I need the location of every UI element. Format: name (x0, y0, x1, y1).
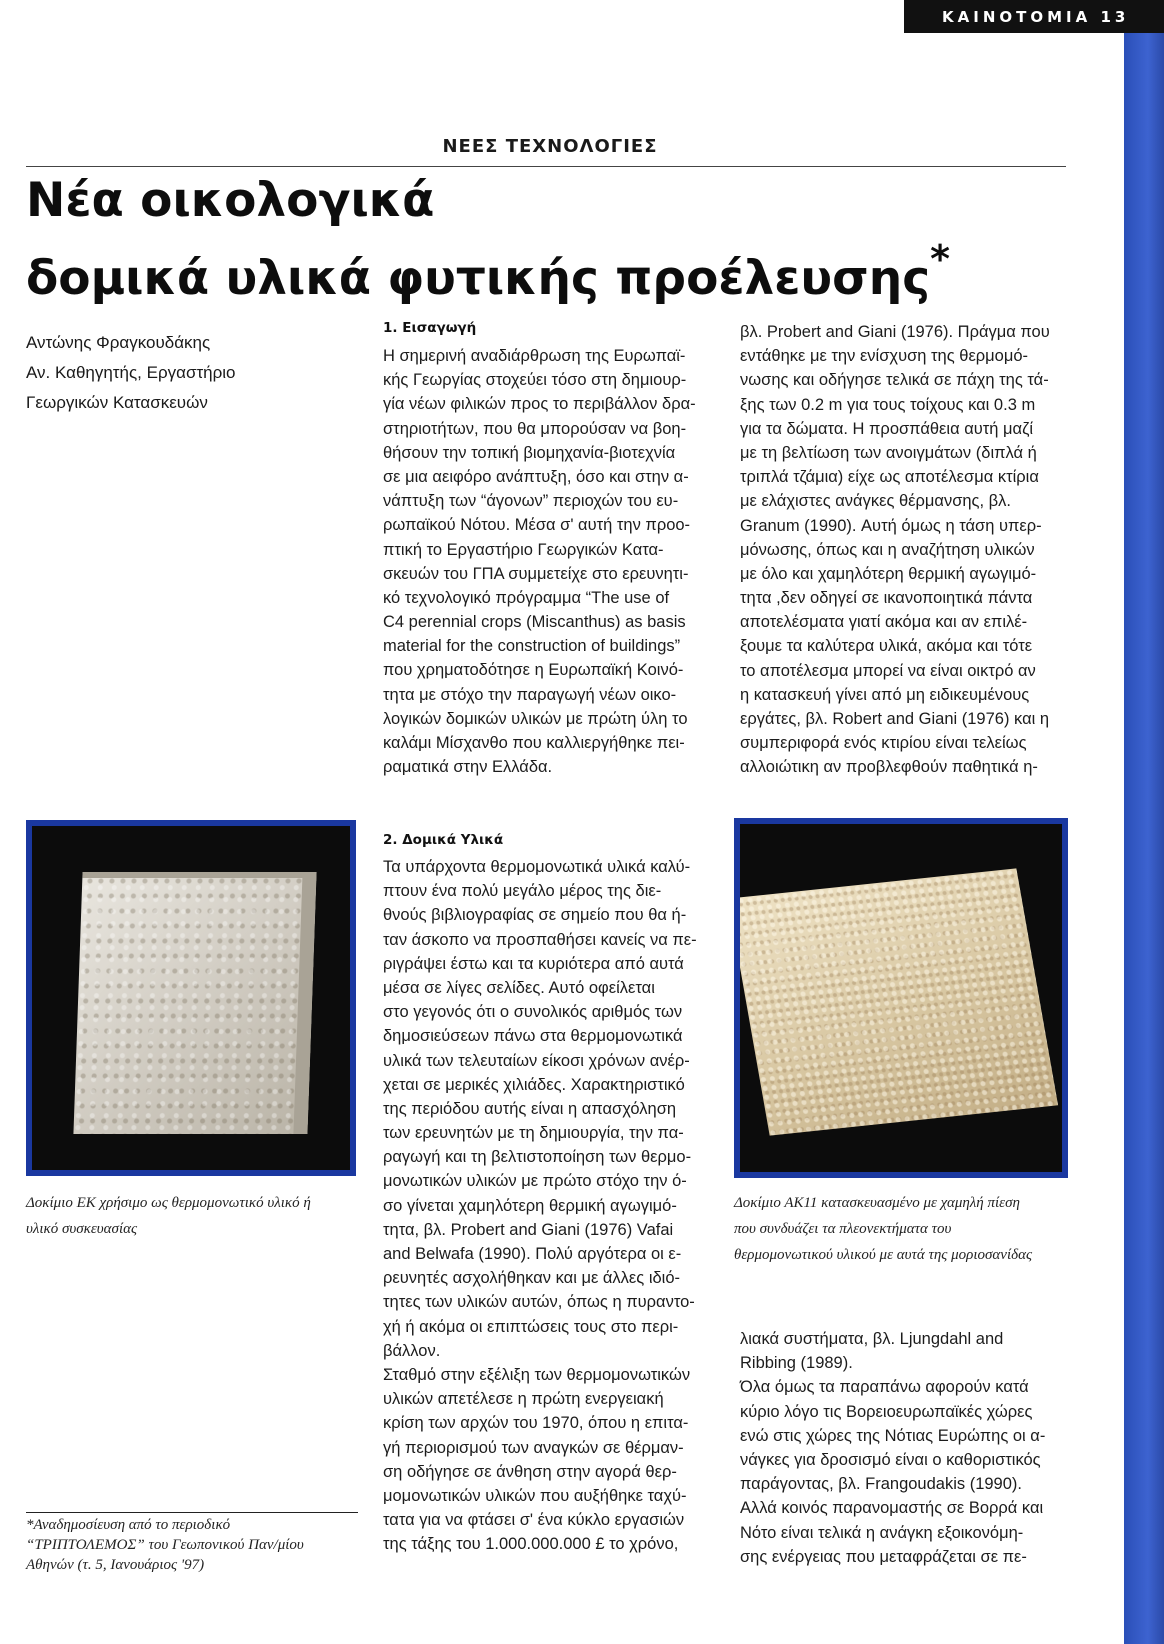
text-line: Νότο είναι τελικά η ανάγκη εξοικονόμη- (740, 1523, 1024, 1542)
text-line: ρωπαϊκού Νότου. Μέσα σ' αυτή την προο- (383, 516, 691, 535)
title-asterisk: * (930, 237, 950, 281)
text-line: χή ή ακόμα οι επιπτώσεις τους στο περι- (383, 1317, 679, 1336)
text-line: πτουν ένα πολύ μεγάλο μέρος της διε- (383, 882, 662, 901)
text-line: τητα, βλ. Probert and Giani (1976) Vafai (383, 1220, 674, 1239)
text-line: αλλοιώτικη αν προβλεφθούν παθητικά η- (740, 758, 1038, 777)
author-department: Γεωργικών Κατασκευών (26, 393, 208, 412)
text-line: για τα δώματα. Η προσπάθεια αυτή μαζί (740, 419, 1034, 438)
text-line: θήσουν την τοπική βιομηχανία-βιοτεχνία (383, 443, 676, 462)
photo-sample-ek (26, 820, 356, 1176)
text-line: γία νέων φιλικών προς το περιβάλλον δρα- (383, 395, 696, 414)
text-line: ση οδήγησε σε άνθηση στην αγορά θερ- (383, 1462, 677, 1481)
text-line: μομονωτικών υλικών που αυξήθηκε ταχύ- (383, 1486, 687, 1505)
text-line: πτική το Εργαστήριο Γεωργικών Κατα- (383, 540, 664, 559)
text-line: ραματικά στην Ελλάδα. (383, 758, 553, 777)
caption-left (26, 1190, 311, 1242)
insulation-block-image (73, 872, 316, 1134)
text-line: κρίση των αρχών του 1970, όπου η επιτα- (383, 1414, 689, 1433)
text-line: ταν άσκοπο να προσπαθήσει κανείς να πε- (383, 930, 697, 949)
text-line: χεται σε μερικές χιλιάδες. Χαρακτηριστικό (383, 1075, 685, 1094)
text-line: ριγράψει έστω και τα κυριότερα από αυτά (383, 954, 684, 973)
text-line: μέσα σε λίγες σελίδες. Αυτό οφείλεται (383, 978, 655, 997)
text-line: ενώ στις χώρες της Νότιας Ευρώπης οι α- (740, 1426, 1046, 1445)
intro-paragraph (383, 344, 713, 779)
text-line: κύριο λόγο τις Βορειοευρωπαϊκές χώρες (740, 1402, 1033, 1421)
text-line: σε μια αειφόρο ανάπτυξη, όσο και στην α- (383, 467, 689, 486)
footnote-divider (26, 1512, 358, 1513)
text-line: Σταθμό στην εξέλιξη των θερμομονωτικών (383, 1365, 691, 1384)
text-line: νωσης και οδήγησε τελικά σε πάχη της τά- (740, 371, 1049, 390)
particleboard-block-image (740, 868, 1058, 1135)
text-line: μόνωσης, όπως και η αναζήτηση υλικών (740, 540, 1035, 559)
text-line: Granum (1990). Αυτή όμως η τάση υπερ- (740, 516, 1042, 535)
text-line: τριπλά τζάμια) είχε ως αποτέλεσμα κτίρια (740, 468, 1039, 487)
text-line: Δοκίμιο ΑΚ11 κατασκευασμένο με χαμηλή πίεση (734, 1195, 1020, 1211)
text-line: που χρηματοδότησε η Ευρωπαϊκή Κοινό- (383, 661, 684, 680)
text-line: το αποτέλεσμα μπορεί να είναι οικτρό αν (740, 661, 1036, 680)
text-line: θνούς βιβλιογραφίας σε σημείο που θα ή- (383, 906, 687, 925)
text-line: υλικών απετέλεσε η πρώτη ενεργειακή (383, 1390, 664, 1409)
right-column-bottom-paragraph (740, 1327, 1070, 1569)
text-line: στο γεγονός ότι ο συνολικός αριθμός των (383, 1003, 683, 1022)
section-label: ΝΕΕΣ ΤΕΧΝΟΛΟΓΙΕΣ (442, 136, 658, 157)
text-line: ξουμε τα καλύτερα υλικά, ακόμα και τότε (740, 637, 1033, 656)
text-line: με ελάχιστες ανάγκες θέρμανσης, βλ. (740, 492, 1012, 511)
photo-sample-ak11 (734, 818, 1068, 1178)
text-line: ρευνητές ασχολήθηκαν και με άλλες ιδιό- (383, 1269, 681, 1288)
text-line: θερμομονωτικού υλικού με αυτά της μοριοσανίδας (734, 1247, 1033, 1263)
text-line: της περιόδου αυτής είναι η απασχόληση (383, 1099, 677, 1118)
article-title (26, 172, 1076, 308)
text-line: κής Γεωργίας στοχεύει τόσο στη δημιουρ- (383, 371, 687, 390)
text-line: ραγωγή και τη βελτιστοποίηση των θερμο- (383, 1148, 692, 1167)
text-line: and Belwafa (1990). Πολύ αργότερα οι ε- (383, 1245, 682, 1263)
text-line: των ερευνητών με τη δημιουργία, την πα- (383, 1124, 684, 1143)
text-line: *Αναδημοσίευση από το περιοδικό (26, 1517, 231, 1533)
text-line: material for the construction of buildings” (383, 637, 681, 656)
text-line: Αθηνών (τ. 5, Ιανουάριος '97) (26, 1557, 205, 1573)
materials-paragraph (383, 855, 713, 1556)
text-line: σης ενέργειας που μεταφράζεται σε πε- (740, 1547, 1027, 1566)
text-line: η κατασκευή γίνει από μη ειδικευμένους (740, 685, 1030, 704)
text-line: εργάτες, βλ. Robert and Giani (1976) και η (740, 710, 1050, 728)
text-line: Τα υπάρχοντα θερμομονωτικά υλικά καλύ- (383, 858, 691, 876)
caption-right (734, 1190, 1032, 1268)
text-line: τατα για να φτάσει σ' ένα κύκλο εργασιών (383, 1511, 685, 1530)
page-header-bar (904, 0, 1164, 33)
text-line: υλικό συσκευασίας (26, 1221, 138, 1237)
text-line: λιακά συστήματα, βλ. Ljungdahl and (740, 1330, 1004, 1348)
text-line: καλάμι Μίσχανθο που καλλιεργήθηκε πει- (383, 734, 685, 752)
text-line: Η σημερινή αναδιάρθρωση της Ευρωπαϊ- (383, 347, 686, 365)
title-line-1: Νέα οικολογικά (26, 173, 435, 228)
text-line: τητα ,δεν οδηγεί σε ικανοποιητικά πάντα (740, 589, 1033, 608)
text-line: αποτελέσματα γιατί ακόμα και αν επιλέ- (740, 613, 1028, 632)
text-line: σκευών του ΓΠΑ συμμετείχε στο ερευνητι- (383, 564, 689, 583)
materials-heading: 2. Δομικά Υλικά (383, 832, 504, 848)
author-block (26, 328, 356, 418)
text-line: παράγοντας, βλ. Frangoudakis (1990). (740, 1475, 1022, 1494)
text-line: σο γίνεται χαμηλότερη θερμική αγωγιμό- (383, 1196, 677, 1215)
title-line-2-text: δομικά υλικά φυτικής προέλευσης (26, 251, 931, 306)
text-line: Ribbing (1989). (740, 1354, 853, 1373)
text-line: βάλλον. (383, 1341, 441, 1360)
text-line: κό τεχνολογικό πρόγραμμα “The use of (383, 588, 670, 607)
side-color-stripe (1124, 33, 1164, 1644)
text-line: γή περιορισμού των αναγκών σε θέρμαν- (383, 1438, 684, 1457)
text-line: συμπεριφορά ενός κτιρίου είναι τελείως (740, 734, 1027, 753)
text-line: που συνδυάζει τα πλεονεκτήματα του (734, 1221, 952, 1237)
text-line: Όλα όμως τα παραπάνω αφορούν κατά (740, 1378, 1029, 1397)
author-name: Αντώνης Φραγκουδάκης (26, 333, 211, 352)
text-line: μονωτικών υλικών με πρώτο στόχο την ό- (383, 1172, 687, 1191)
text-line: στηριοτήτων, που θα μπορούσαν να βοη- (383, 419, 687, 438)
page-header-text: ΚΑΙΝΟΤΟΜΙΑ 13 (942, 8, 1130, 26)
text-line: ξης των 0.2 m για τους τοίχους και 0.3 m (740, 395, 1036, 414)
text-line: “ΤΡΙΠΤΟΛΕΜΟΣ” του Γεωπονικού Παν/μίου (26, 1537, 304, 1553)
text-line: λογικών δομικών υλικών με πρώτη ύλη το (383, 709, 688, 728)
author-position: Αν. Καθηγητής, Εργαστήριο (26, 363, 236, 382)
text-line: τητες των υλικών αυτών, όπως η πυραντο- (383, 1293, 695, 1312)
text-line: τητα με στόχο την παραγωγή νέων οικο- (383, 685, 677, 704)
text-line: νάγκες για δροσισμό είναι ο καθοριστικός (740, 1450, 1041, 1469)
intro-heading: 1. Εισαγωγή (383, 320, 477, 336)
text-line: με όλο και χαμηλότερη θερμική αγωγιμό- (740, 564, 1037, 583)
text-line: εντάθηκε με την ενίσχυση της θερμομό- (740, 347, 1029, 366)
text-line: C4 perennial crops (Miscanthus) as basis (383, 613, 686, 632)
text-line: νάπτυξη των “άγονων” περιοχών του ευ- (383, 492, 679, 511)
text-line: υλικά των τελευταίων είκοσι χρόνων ανέρ- (383, 1051, 690, 1070)
text-line: Αλλά κοινός παρανομαστής σε Βορρά και (740, 1499, 1044, 1518)
title-divider (26, 166, 1066, 167)
text-line: δημοσιεύσεων πάνω στα θερμομονωτικά (383, 1027, 683, 1046)
text-line: με τη βελτίωση των ανοιγμάτων (διπλά ή (740, 443, 1037, 462)
right-column-top-paragraph (740, 320, 1070, 780)
text-line: της τάξης του 1.000.000.000 £ το χρόνο, (383, 1535, 679, 1554)
footnote (26, 1515, 304, 1575)
text-line: βλ. Probert and Giani (1976). Πράγμα που (740, 323, 1050, 341)
title-line-2 (26, 230, 1076, 308)
text-line: Δοκίμιο ΕΚ χρήσιμο ως θερμομονωτικό υλικό ή (26, 1195, 311, 1211)
